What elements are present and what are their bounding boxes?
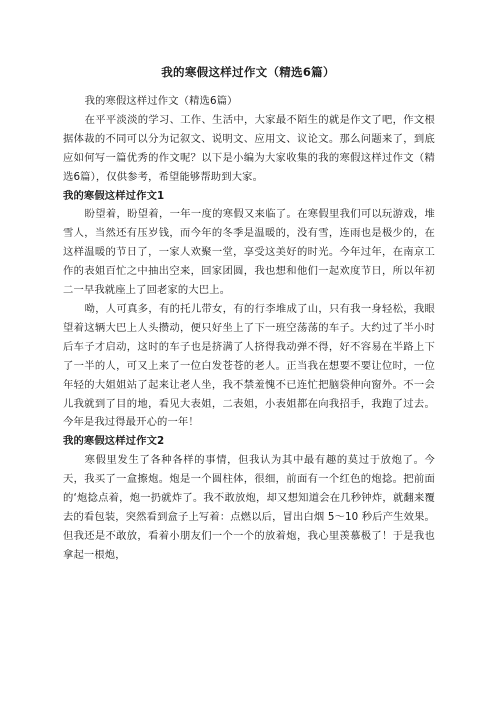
section-1-heading: 我的寒假这样过作文1: [63, 189, 165, 202]
document-title: 我的寒假这样过作文（精选6篇）: [161, 65, 335, 79]
intro-paragraph: 在平平淡淡的学习、工作、生活中，大家最不陌生的就是作文了吧，作文根据体裁的不同可以分为记叙文、说明文、应用文、议论文。那么问题来了，到底应如何写一篇优秀的作文呢？以下是小编为大家收集的我的寒假这样过作文（精选6篇），仅供参考，希望能够帮助到大家。: [63, 113, 435, 183]
section-2-paragraph-1: 寒假里发生了各种各样的事情，但我认为其中最有趣的莫过于放炮了。今天，我买了一盒擦炮。炮是一个圆柱体，很细，前面有一个红色的炮捻。把前面的‘炮捻点着，炮一扔就炸了。我不敢放炮，却又想知道会在几秒钟炸，就翻来覆去的看包装，突然看到盒子上写着：点燃以后，冒出白烟 5～10 秒后产生效果。但我还是不敢放，看着小朋友们一个一个的放着炮，我心里羡慕极了！于是我也拿起一根炮，: [63, 454, 435, 561]
intro-title: 我的寒假这样过作文（精选6篇）: [84, 95, 238, 107]
section-2-heading: 我的寒假这样过作文2: [63, 435, 165, 448]
document-body: [63, 92, 435, 565]
section-1-paragraph-2: 呦，人可真多，有的托儿带女，有的行李堆成了山，只有我一身轻松，我眼望着这辆大巴上人头攒动，便只好坐上了下一班空荡荡的车子。大约过了半小时后车子才启动，这时的车子也是挤满了人挤得我动弹不得，好不容易在半路上下了一半的人，可又上来了一位白发苍苍的老人。正当我在想要不要让位时，一位年轻的大姐姐站了起来让老人坐，我不禁羞愧不已连忙把脑袋伸向窗外。不一会儿我就到了目的地，看见大表姐，二表姐，小表姐都在向我招手，我跑了过去。今年是我过得最开心的一年！: [63, 302, 435, 429]
section-1-paragraph-1: 盼望着，盼望着，一年一度的寒假又来临了。在寒假里我们可以玩游戏，堆雪人，当然还有压岁钱，而今年的冬季是温暖的，没有雪，连雨也是极少的，在这样温暖的节日了，一家人欢聚一堂，享受这美好的时光。今年过年，在南京工作的表姐百忙之中抽出空来，回家团圆，我也想和他们一起欢度节日，所以年初二一早我就座上了回老家的大巴上。: [63, 208, 435, 297]
